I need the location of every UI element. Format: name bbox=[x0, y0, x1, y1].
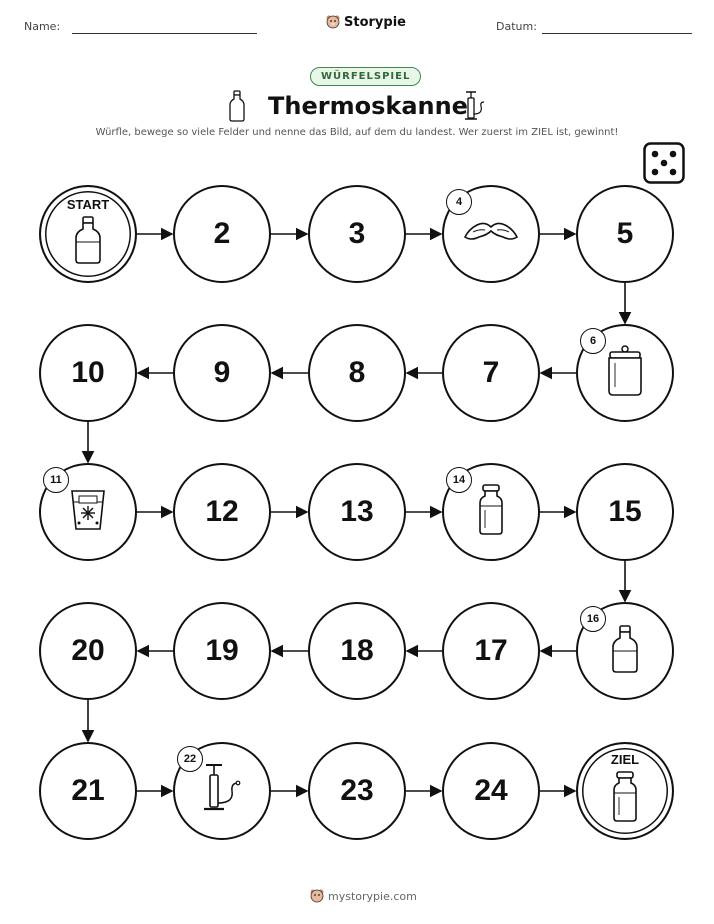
board-space-5 bbox=[576, 185, 674, 283]
milk-bottle-icon bbox=[73, 216, 103, 268]
space-number-badge: 16 bbox=[580, 606, 606, 632]
space-number: 23 bbox=[340, 774, 374, 807]
board-space-10 bbox=[39, 324, 137, 422]
board-space-23 bbox=[308, 742, 406, 840]
space-number: 3 bbox=[348, 217, 366, 250]
board-space-19 bbox=[173, 602, 271, 700]
space-number: 7 bbox=[482, 356, 500, 389]
space-number-badge: 4 bbox=[446, 189, 472, 215]
board-space-18 bbox=[308, 602, 406, 700]
space-number: 24 bbox=[474, 774, 508, 807]
space-label: ZIEL bbox=[610, 751, 640, 767]
goal-space bbox=[576, 742, 674, 840]
jar-icon bbox=[604, 345, 646, 401]
vial-icon bbox=[477, 484, 505, 540]
space-number: 12 bbox=[205, 495, 239, 528]
mustache-icon bbox=[463, 219, 519, 249]
name-label: Name: bbox=[24, 20, 61, 33]
space-number-badge: 6 bbox=[580, 328, 606, 354]
space-number: 10 bbox=[71, 356, 105, 389]
space-label: START bbox=[66, 196, 110, 212]
board-space-16 bbox=[576, 602, 674, 700]
board-space-12 bbox=[173, 463, 271, 561]
space-number: 8 bbox=[348, 356, 366, 389]
space-number: 20 bbox=[71, 634, 105, 667]
board-space-2 bbox=[173, 185, 271, 283]
board-space-13 bbox=[308, 463, 406, 561]
board-space-20 bbox=[39, 602, 137, 700]
space-number: 18 bbox=[340, 634, 374, 667]
space-number: 21 bbox=[71, 774, 105, 807]
board-space-21 bbox=[39, 742, 137, 840]
board-space-22 bbox=[173, 742, 271, 840]
instructions: Würfle, bewege so viele Felder und nenne das Bild, auf dem du landest. Wer zuerst im ZIEL ist, gewinnt! bbox=[95, 127, 619, 138]
space-number-badge: 11 bbox=[43, 467, 69, 493]
pump-icon bbox=[202, 763, 242, 819]
footer bbox=[310, 888, 417, 904]
space-number-badge: 14 bbox=[446, 467, 472, 493]
space-number: 19 bbox=[205, 634, 239, 667]
space-number: 15 bbox=[608, 495, 642, 528]
ice-glass-icon bbox=[69, 488, 107, 536]
board-space-24 bbox=[442, 742, 540, 840]
vial-icon bbox=[611, 771, 639, 827]
milk-bottle-icon bbox=[610, 625, 640, 677]
start-space bbox=[39, 185, 137, 283]
page-title: Thermoskanne bbox=[268, 92, 468, 120]
board-space-3 bbox=[308, 185, 406, 283]
space-number-badge: 22 bbox=[177, 746, 203, 772]
space-number: 9 bbox=[213, 356, 231, 389]
date-label: Datum: bbox=[496, 20, 537, 33]
game-type-badge: WÜRFELSPIEL bbox=[310, 67, 421, 86]
board-space-7 bbox=[442, 324, 540, 422]
space-number: 5 bbox=[616, 217, 634, 250]
bear-icon bbox=[310, 888, 324, 904]
board-space-6 bbox=[576, 324, 674, 422]
board-space-14 bbox=[442, 463, 540, 561]
board-space-11 bbox=[39, 463, 137, 561]
space-number: 2 bbox=[213, 217, 231, 250]
space-number: 13 bbox=[340, 495, 374, 528]
footer-site[interactable]: mystorypie.com bbox=[328, 889, 417, 903]
space-number: 17 bbox=[474, 634, 508, 667]
board-space-4 bbox=[442, 185, 540, 283]
board-space-15 bbox=[576, 463, 674, 561]
board-space-9 bbox=[173, 324, 271, 422]
brand-name: Storypie bbox=[344, 14, 406, 30]
board-space-8 bbox=[308, 324, 406, 422]
board-space-17 bbox=[442, 602, 540, 700]
